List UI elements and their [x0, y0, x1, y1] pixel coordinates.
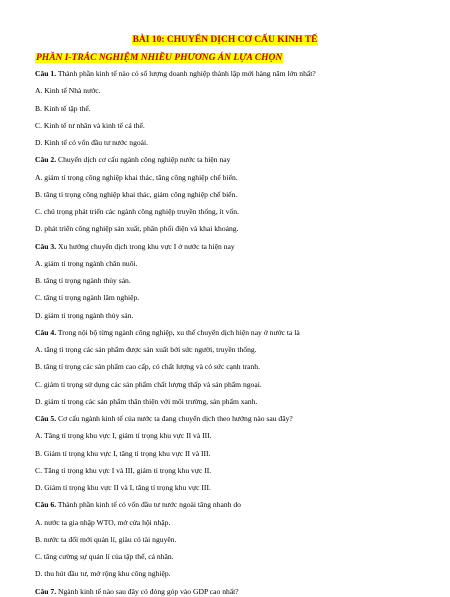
answer-option: D. phát triển công nghiệp sản xuất, phân phối điện và khai khoáng. — [35, 224, 239, 234]
question-6 — [35, 500, 241, 510]
question-number: Câu 7. — [35, 586, 57, 596]
question-number: Câu 6. — [35, 500, 57, 510]
answer-option: B. nước ta đổi mới quản lí, giàu có tài nguyên. — [35, 534, 177, 544]
question-text: Thành phần kinh tế nào có số lượng doanh nghiệp thành lập mới hàng năm lớn nhất? — [56, 69, 316, 78]
answer-option: A. Tăng tỉ trọng khu vực I, giảm tỉ trọng khu vực II và III. — [35, 431, 212, 441]
answer-option: C. tăng tỉ trọng ngành lâm nghiệp. — [35, 293, 140, 303]
answer-option: C. Kinh tế tư nhân và kinh tế cá thể. — [35, 120, 145, 130]
question-number: Câu 3. — [35, 241, 57, 251]
answer-option: D. thu hút đầu tư, mở rộng khu công nghiệp. — [35, 569, 171, 579]
question-4 — [35, 328, 300, 338]
answer-option: D. Kinh tế có vốn đầu tư nước ngoài. — [35, 138, 149, 147]
question-text: Chuyển dịch cơ cấu ngành công nghiệp nước ta hiện nay — [56, 155, 231, 165]
answer-option: C. Tăng tỉ trọng khu vực I và III, giảm tỉ trọng khu vực II. — [35, 465, 212, 475]
question-5 — [35, 414, 293, 424]
question-number: Câu 5. — [35, 414, 57, 423]
question-text: Cơ cấu ngành kinh tế của nước ta đang chuyển dịch theo hướng nào sau đây? — [56, 414, 293, 423]
answer-option: D. giảm tỉ trọng các sản phẩm thân thiện với môi trường, sản phẩm xanh. — [35, 396, 258, 406]
answer-option: B. Giảm tỉ trọng khu vực I, tăng tỉ trọng khu vực II và III. — [35, 448, 211, 458]
answer-option: D. giảm tỉ trọng ngành thủy sản. — [35, 310, 134, 320]
answer-option: C. giảm tỉ trọng sử dụng các sản phẩm chất lượng thấp và sản phẩm ngoại. — [35, 379, 262, 389]
section-heading: PHẦN I-TRẮC NGHIỆM NHIỀU PHƯƠNG ÁN LỰA CHỌN — [36, 53, 283, 63]
question-7 — [35, 587, 239, 597]
answer-option: B. tăng tỉ trọng ngành thủy sản. — [35, 276, 131, 285]
question-number: Câu 1. — [35, 69, 57, 78]
answer-option: A. nước ta gia nhập WTO, mở cửa hội nhập. — [35, 517, 171, 527]
answer-option: A. giảm tỉ trọng ngành chăn nuôi. — [35, 258, 138, 268]
answer-option: A. tăng tỉ trọng các sản phẩm được sản xuất bởi sức người, truyền thống. — [35, 345, 257, 354]
question-number: Câu 2. — [35, 155, 57, 165]
answer-option: C. chú trọng phát triển các ngành công nghiệp truyền thống, ít vốn. — [35, 207, 239, 216]
page-title: BÀI 10: CHUYỂN DỊCH CƠ CẤU KINH TẾ — [132, 35, 318, 45]
question-2 — [35, 155, 230, 165]
answer-option: C. tăng cường sự quản lí của tập thể, cá nhân. — [35, 552, 174, 561]
question-text: Xu hướng chuyển dịch trong khu vực I ở nước ta hiện nay — [56, 241, 235, 251]
question-number: Câu 4. — [35, 327, 57, 337]
answer-option: B. tăng tỉ trọng các sản phẩm cao cấp, có chất lượng và có sức cạnh tranh. — [35, 362, 261, 372]
answer-option: A. giảm tỉ trọng công nghiệp khai thác, tăng công nghiệp chế biến. — [35, 172, 238, 182]
answer-option: B. tăng tỉ trọng công nghiệp khai thác, giảm công nghiệp chế biến. — [35, 189, 238, 199]
question-1 — [35, 69, 316, 79]
answer-option: D. Giảm tỉ trọng khu vực II và I, tăng tỉ trọng khu vực III. — [35, 483, 211, 492]
answer-option: A. Kinh tế Nhà nước. — [35, 86, 101, 96]
question-text: Trong nội bộ từng ngành công nghiệp, xu thế chuyển dịch hiện nay ở nước ta là — [56, 327, 300, 337]
question-3 — [35, 242, 235, 252]
question-text: Thành phần kinh tế có vốn đầu tư nước ngoài tăng nhanh do — [56, 500, 241, 510]
question-text: Ngành kinh tế nào sau đây có đóng góp vào GDP cao nhất? — [56, 586, 239, 596]
answer-option: B. Kinh tế tập thể. — [35, 103, 91, 113]
